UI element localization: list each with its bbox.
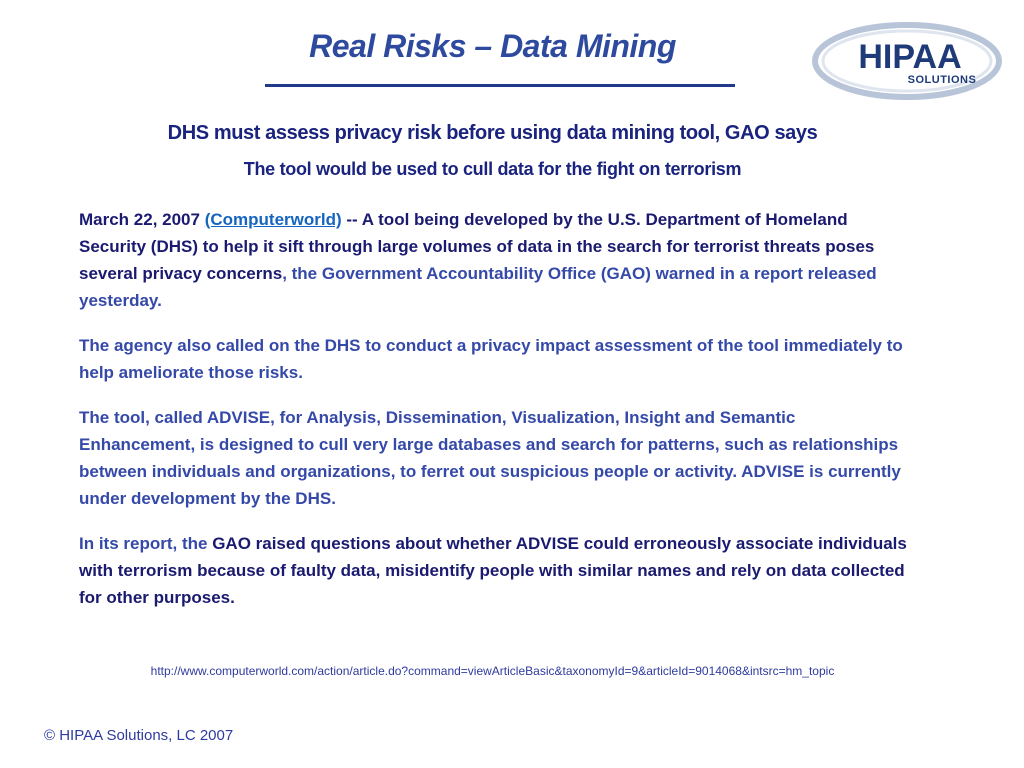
paragraph-1-text-b: , the Government Accountability Office (GAO) warned in a report released yesterday. xyxy=(79,264,877,310)
article-date: March 22, 2007 xyxy=(79,210,200,229)
article-subhead: The tool would be used to cull data for the fight on terrorism xyxy=(243,159,742,179)
copyright-footer: © HIPAA Solutions, LC 2007 xyxy=(44,727,234,744)
article-headline: DHS must assess privacy risk before using data mining tool, GAO says xyxy=(167,122,818,144)
paragraph-1-text-a: -- A tool being developed by the U.S. Department of Homeland Security (DHS) to help it sift through large volumes of data in the search for terrorist threats poses several privacy concerns xyxy=(79,210,875,283)
paragraph-2: The agency also called on the DHS to conduct a privacy impact assessment of the tool immediately to help ameliorate those risks. xyxy=(79,336,903,382)
logo-sub-text: SOLUTIONS xyxy=(907,74,977,86)
slide-title: Real Risks – Data Mining xyxy=(309,28,676,64)
paragraph-3: The tool, called ADVISE, for Analysis, Dissemination, Visualization, Insight and Semantic Enhancement, is designed to cull very large databases and search for patterns, such as relationships between individuals and organizations, to ferret out suspicious people or activity. ADVISE is currently under development by the DHS. xyxy=(79,408,901,508)
paragraph-1 xyxy=(79,206,909,314)
paragraph-4 xyxy=(79,530,909,611)
source-link[interactable]: (Computerworld) xyxy=(204,210,342,229)
title-underline xyxy=(265,84,735,87)
source-url[interactable]: http://www.computerworld.com/action/article.do?command=viewArticleBasic&taxonomyId=9&articleId=9014068&intsrc=hm_topic xyxy=(150,664,835,678)
logo-main-text: HIPAA xyxy=(858,38,962,76)
article-body xyxy=(79,206,909,629)
paragraph-4-rest: GAO raised questions about whether ADVISE could erroneously associate individuals with terrorism because of faulty data, misidentify people with similar names and rely on data collected for other purposes. xyxy=(79,534,907,607)
hipaa-solutions-logo xyxy=(812,20,1002,102)
paragraph-4-lead: In its report, the xyxy=(79,534,213,553)
